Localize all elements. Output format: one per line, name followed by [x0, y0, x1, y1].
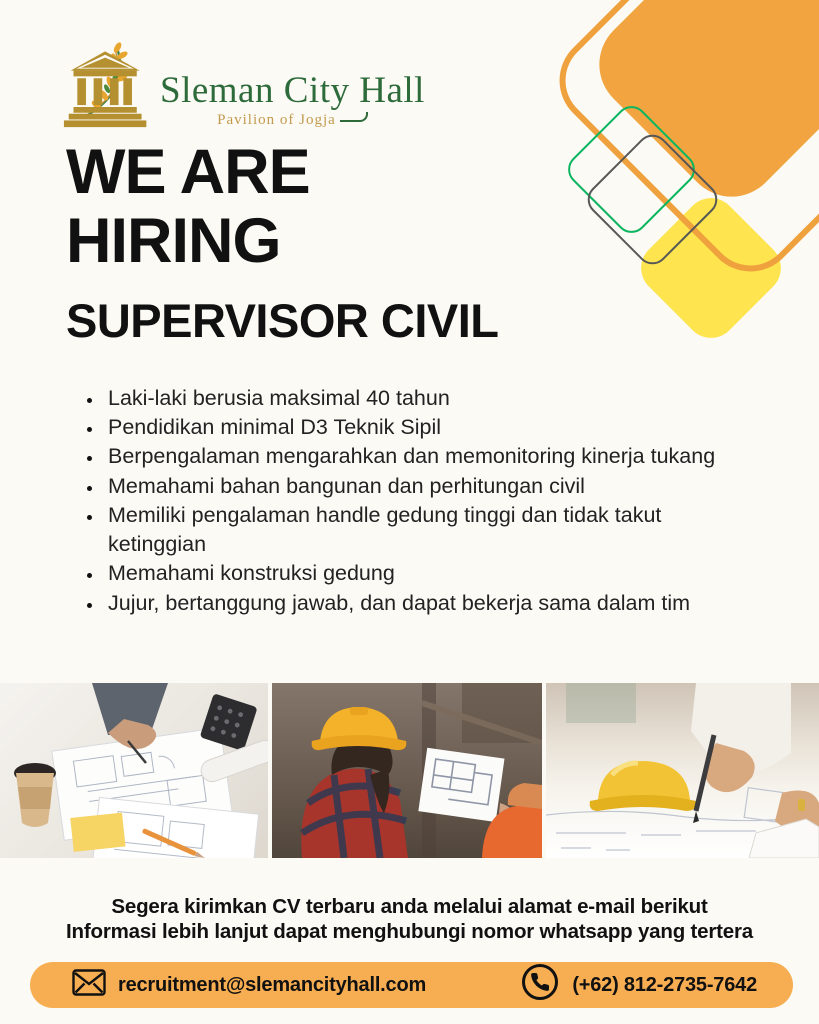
headline-line2: HIRING [66, 206, 281, 277]
requirement-item: • Pendidikan minimal D3 Teknik Sipil [104, 413, 764, 442]
photo-blueprint-desk [0, 683, 268, 858]
photo-strip [0, 683, 819, 858]
we-are-hiring-title [66, 138, 499, 277]
contact-bar [30, 962, 793, 1008]
phone-text: (+62) 812-2735-7642 [572, 973, 757, 996]
headline [66, 138, 499, 348]
phone-icon [520, 962, 560, 1008]
envelope-icon [72, 969, 106, 1002]
city-hall-building-icon [62, 38, 154, 135]
cta-line2: Informasi lebih lanjut dapat menghubungi nomor whatsapp yang tertera [66, 920, 753, 943]
email-link[interactable] [72, 969, 426, 1002]
brand-name: Sleman City Hall [160, 70, 425, 111]
requirement-item: • Memiliki pengalaman handle gedung tinggi dan tidak takut ketinggian [104, 501, 764, 559]
brand-tagline [160, 112, 425, 129]
position-title: SUPERVISOR CIVIL [66, 293, 499, 347]
requirement-item: • Memahami bahan bangunan dan perhitungan civil [104, 472, 764, 501]
requirement-item: • Laki-laki berusia maksimal 40 tahun [104, 384, 764, 413]
brand-logo [62, 38, 425, 135]
requirement-item: • Jujur, bertanggung jawab, dan dapat bekerja sama dalam tim [104, 589, 764, 618]
email-text: recruitment@slemancityhall.com [118, 973, 427, 996]
cta-line1: Segera kirimkan CV terbaru anda melalui alamat e-mail berikut [111, 895, 708, 918]
requirements-list [84, 384, 764, 618]
headline-line1: WE ARE [66, 137, 310, 207]
photo-workers-floor-plan [272, 683, 542, 858]
requirement-item: • Berpengalaman mengarahkan dan memonitoring kinerja tukang [104, 442, 764, 471]
tagline-swoosh [340, 112, 368, 122]
brand-text [160, 72, 425, 135]
brand-tagline-text: Pavilion of Jogja [217, 112, 336, 128]
cta-text [0, 894, 819, 944]
requirement-item: • Memahami konstruksi gedung [104, 559, 764, 588]
photo-writing-on-drawings [546, 683, 819, 858]
phone-link[interactable] [520, 962, 757, 1008]
